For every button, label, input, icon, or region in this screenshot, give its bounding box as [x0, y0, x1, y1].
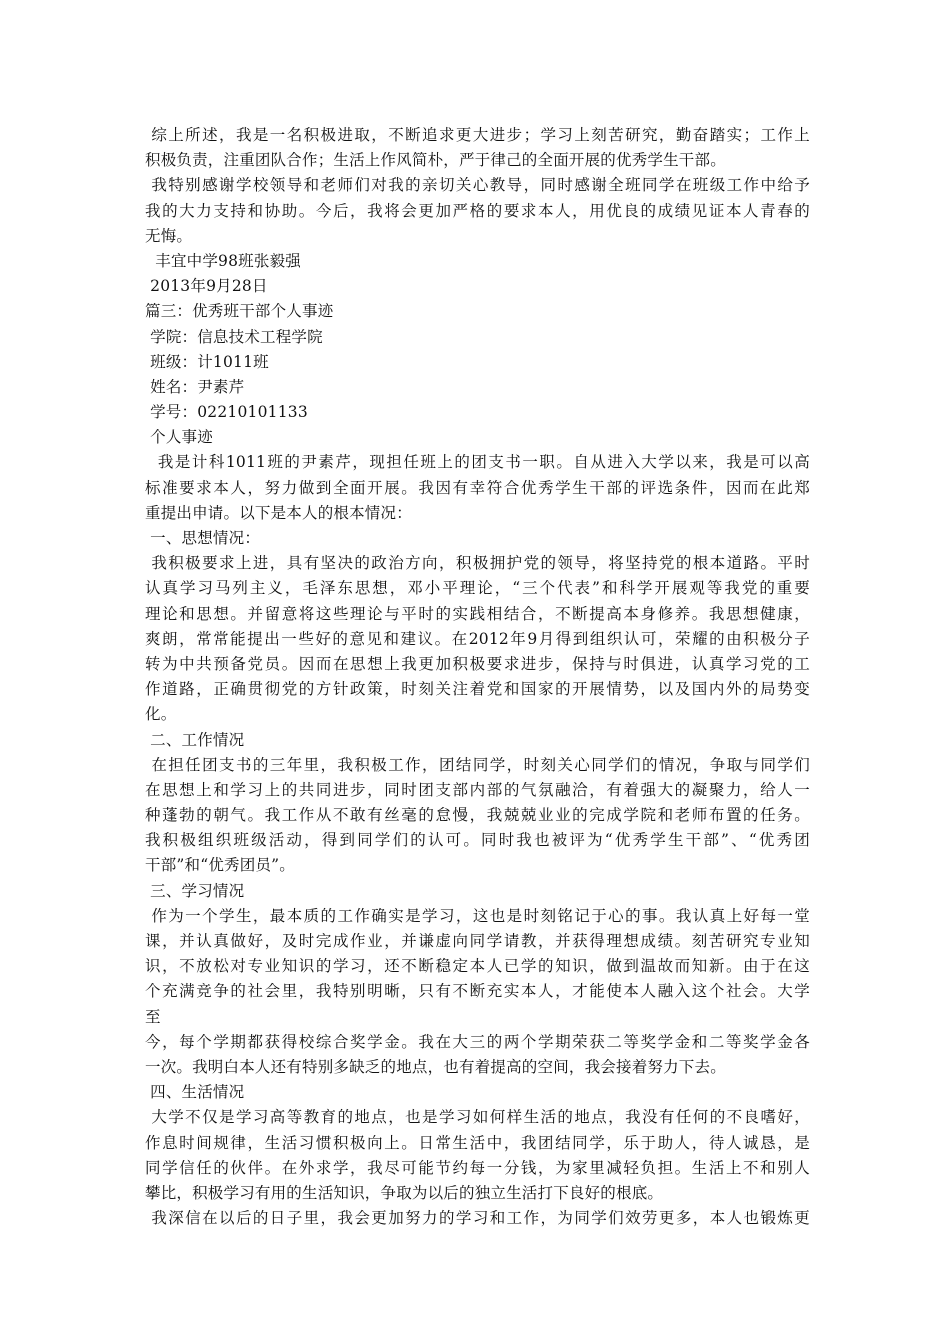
text-line: 无悔。	[145, 226, 193, 245]
text-line: 重提出申请。以下是本人的根本情况：	[145, 503, 412, 522]
text-line: 积极负责，注重团队合作；生活上作风简朴，严于律己的全面开展的优秀学生干部。	[145, 151, 726, 170]
text-line: 认真学习马列主义，毛泽东思想，邓小平理论，“三个代表”和科学开展观等我党的重要	[145, 579, 810, 598]
text-line: 攀比，积极学习有用的生活知识，争取为以后的独立生活打下良好的根底。	[145, 1183, 664, 1202]
text-line: 在思想上和学习上的共同进步，同时团支部内部的气氛融洽，有着强大的凝聚力，给人一	[145, 780, 810, 799]
text-line: 三、学习情况	[145, 881, 245, 900]
text-line: 2013年9月28日	[145, 277, 268, 296]
text-line: 综上所述，我是一名积极进取，不断追求更大进步；学习上刻苦研究，勤奋踏实；工作上	[145, 126, 810, 144]
text-line: 班级：计1011班	[145, 352, 269, 371]
text-line: 大学不仅是学习高等教育的地点，也是学习如何样生活的地点，我没有任何的不良嗜好，	[145, 1108, 810, 1127]
text-line: 今，每个学期都获得校综合奖学金。我在大三的两个学期荣获二等奖学金和二等奖学金各	[145, 1032, 810, 1051]
text-line: 篇三：优秀班干部个人事迹	[145, 302, 334, 321]
text-line: 丰宜中学98班张毅强	[145, 251, 301, 270]
text-line: 学院：信息技术工程学院	[145, 327, 323, 346]
text-line: 在担任团支书的三年里，我积极工作，团结同学，时刻关心同学们的情况，争取与同学们	[145, 755, 810, 774]
text-line: 种蓬勃的朝气。我工作从不敢有丝毫的怠慢，我兢兢业业的完成学院和老师布置的任务。	[145, 806, 810, 825]
text-line: 四、生活情况	[145, 1083, 245, 1102]
text-line: 我积极要求上进，具有坚决的政治方向，积极拥护党的领导，将坚持党的根本道路。平时	[145, 554, 810, 573]
text-line: 个人事迹	[145, 428, 213, 447]
text-line: 至	[145, 1007, 161, 1026]
text-line: 个充满竞争的社会里，我特别明晰，只有不断充实本人，才能使本人融入这个社会。大学	[145, 982, 810, 1001]
text-line: 标准要求本人，努力做到全面开展。我因有幸符合优秀学生干部的评选条件，因而在此郑	[145, 478, 810, 497]
text-line: 我积极组织班级活动，得到同学们的认可。同时我也被评为“优秀学生干部”、“优秀团	[145, 831, 810, 850]
text-line: 我深信在以后的日子里，我会更加努力的学习和工作，为同学们效劳更多，本人也锻炼更	[145, 1209, 810, 1228]
text-line: 我是计科1011班的尹素芹，现担任班上的团支书一职。自从进入大学以来，我是可以高	[145, 453, 810, 472]
text-line: 一、思想情况：	[145, 529, 261, 547]
text-line: 一次。我明白本人还有特别多缺乏的地点，也有着提高的空间，我会接着努力下去。	[145, 1057, 726, 1076]
text-line: 爽朗，常常能提出一些好的意见和建议。在2012年9月得到组织认可，荣耀的由积极分子	[145, 629, 810, 648]
text-line: 化。	[145, 705, 177, 724]
text-line: 干部”和“优秀团员”。	[145, 856, 295, 875]
text-line: 我特别感谢学校领导和老师们对我的亲切关心教导，同时感谢全班同学在班级工作中给予	[145, 176, 810, 195]
text-line: 课，并认真做好，及时完成作业，并谦虚向同学请教，并获得理想成绩。刻苦研究专业知	[145, 932, 810, 950]
text-line: 作息时间规律，生活习惯积极向上。日常生活中，我团结同学，乐于助人，待人诚恳，是	[145, 1133, 810, 1152]
text-line: 二、工作情况	[145, 730, 245, 749]
text-line: 姓名：尹素芹	[145, 377, 245, 396]
text-line: 识，不放松对专业知识的学习，还不断稳定本人已学的知识，做到温故而知新。由于在这	[145, 957, 810, 976]
text-line: 我的大力支持和协助。今后，我将会更加严格的要求本人，用优良的成绩见证本人青春的	[145, 201, 810, 220]
text-line: 理论和思想。并留意将这些理论与平时的实践相结合，不断提高本身修养。我思想健康，	[145, 604, 810, 623]
text-line: 学号：02210101133	[145, 403, 308, 422]
text-line: 作道路，正确贯彻党的方针政策，时刻关注着党和国家的开展情势，以及国内外的局势变	[145, 680, 810, 699]
text-line: 同学信任的伙伴。在外求学，我尽可能节约每一分钱，为家里减轻负担。生活上不和别人	[145, 1158, 810, 1177]
text-line: 作为一个学生，最本质的工作确实是学习，这也是时刻铭记于心的事。我认真上好每一堂	[145, 906, 810, 925]
document-page	[145, 123, 810, 1231]
text-line: 转为中共预备党员。因而在思想上我更加积极要求进步，保持与时俱进，认真学习党的工	[145, 654, 810, 673]
